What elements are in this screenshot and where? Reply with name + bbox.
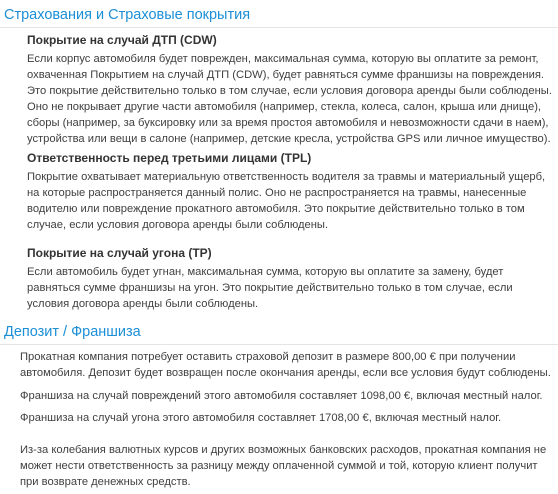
deposit-section — [0, 318, 558, 494]
theft-excess-text: Франшиза на случай угона этого автомобиля составляет 1708,00 €, включая местный налог. — [20, 412, 502, 424]
tpl-heading: Ответственность перед третьими лицами (TPL) — [27, 151, 312, 165]
damage-excess-text: Франшиза на случай повреждений этого автомобиля составляет 1098,00 €, включая местный налог. — [20, 390, 543, 402]
insurance-section-title: Страхования и Страховые покрытия — [4, 7, 251, 23]
deposit-title-divider — [0, 344, 558, 345]
cdw-heading: Покрытие на случай ДТП (CDW) — [27, 33, 217, 47]
tp-heading: Покрытие на случай угона (TP) — [27, 246, 212, 260]
cdw-description: Если корпус автомобиля будет поврежден, максимальная сумма, которую вы оплатите за ремонт, охваченная Покрытием на случай ДТП (CDW), будет равняться сумме франшизы на повреждения. Это покрытие действительно только в том случае, если условия договора аренды были соблюдены. Оно не покрывает другие части автомобиля (например, стекла, колеса, салон, крыша или днище), сборы (например, за буксировку или за время простоя автомобиля и невозможности сдачи в наем), устройства или вещи в салоне (например, детские кресла, устройства GPS или личное имущество). — [27, 53, 552, 145]
tp-description: Если автомобиль будет угнан, максимальная сумма, которую вы оплатите за замену, будет равняться сумме франшизы на угон. Это покрытие действительно только в том случае, если условия договора аренды были соблюдены. — [27, 266, 513, 310]
currency-fluctuation-note: Из-за колебания валютных курсов и других возможных банковских расходов, прокатная компания не может нести ответственность за разницу между оплаченной суммой и той, которую клиент получит при возврате денежных средств. — [20, 444, 547, 489]
deposit-amount-text: Прокатная компания потребует оставить страховой депозит в размере 800,00 € при получении автомобиля. Депозит будет возвращен после окончания аренды, если все условия будут соблюдены. — [20, 351, 551, 380]
deposit-section-title: Депозит / Франшиза — [4, 324, 141, 340]
insurance-title-divider — [0, 27, 558, 28]
tpl-description: Покрытие охватывает материальную ответственность водителя за травмы и материальный ущерб, на которые распространяется данный полис. Оно не распространяется на травмы, нанесенные водителю или повреждение прокатного автомобиля. Это покрытие действительно только в том случае, если условия договора аренды были соблюдены. — [27, 171, 546, 231]
